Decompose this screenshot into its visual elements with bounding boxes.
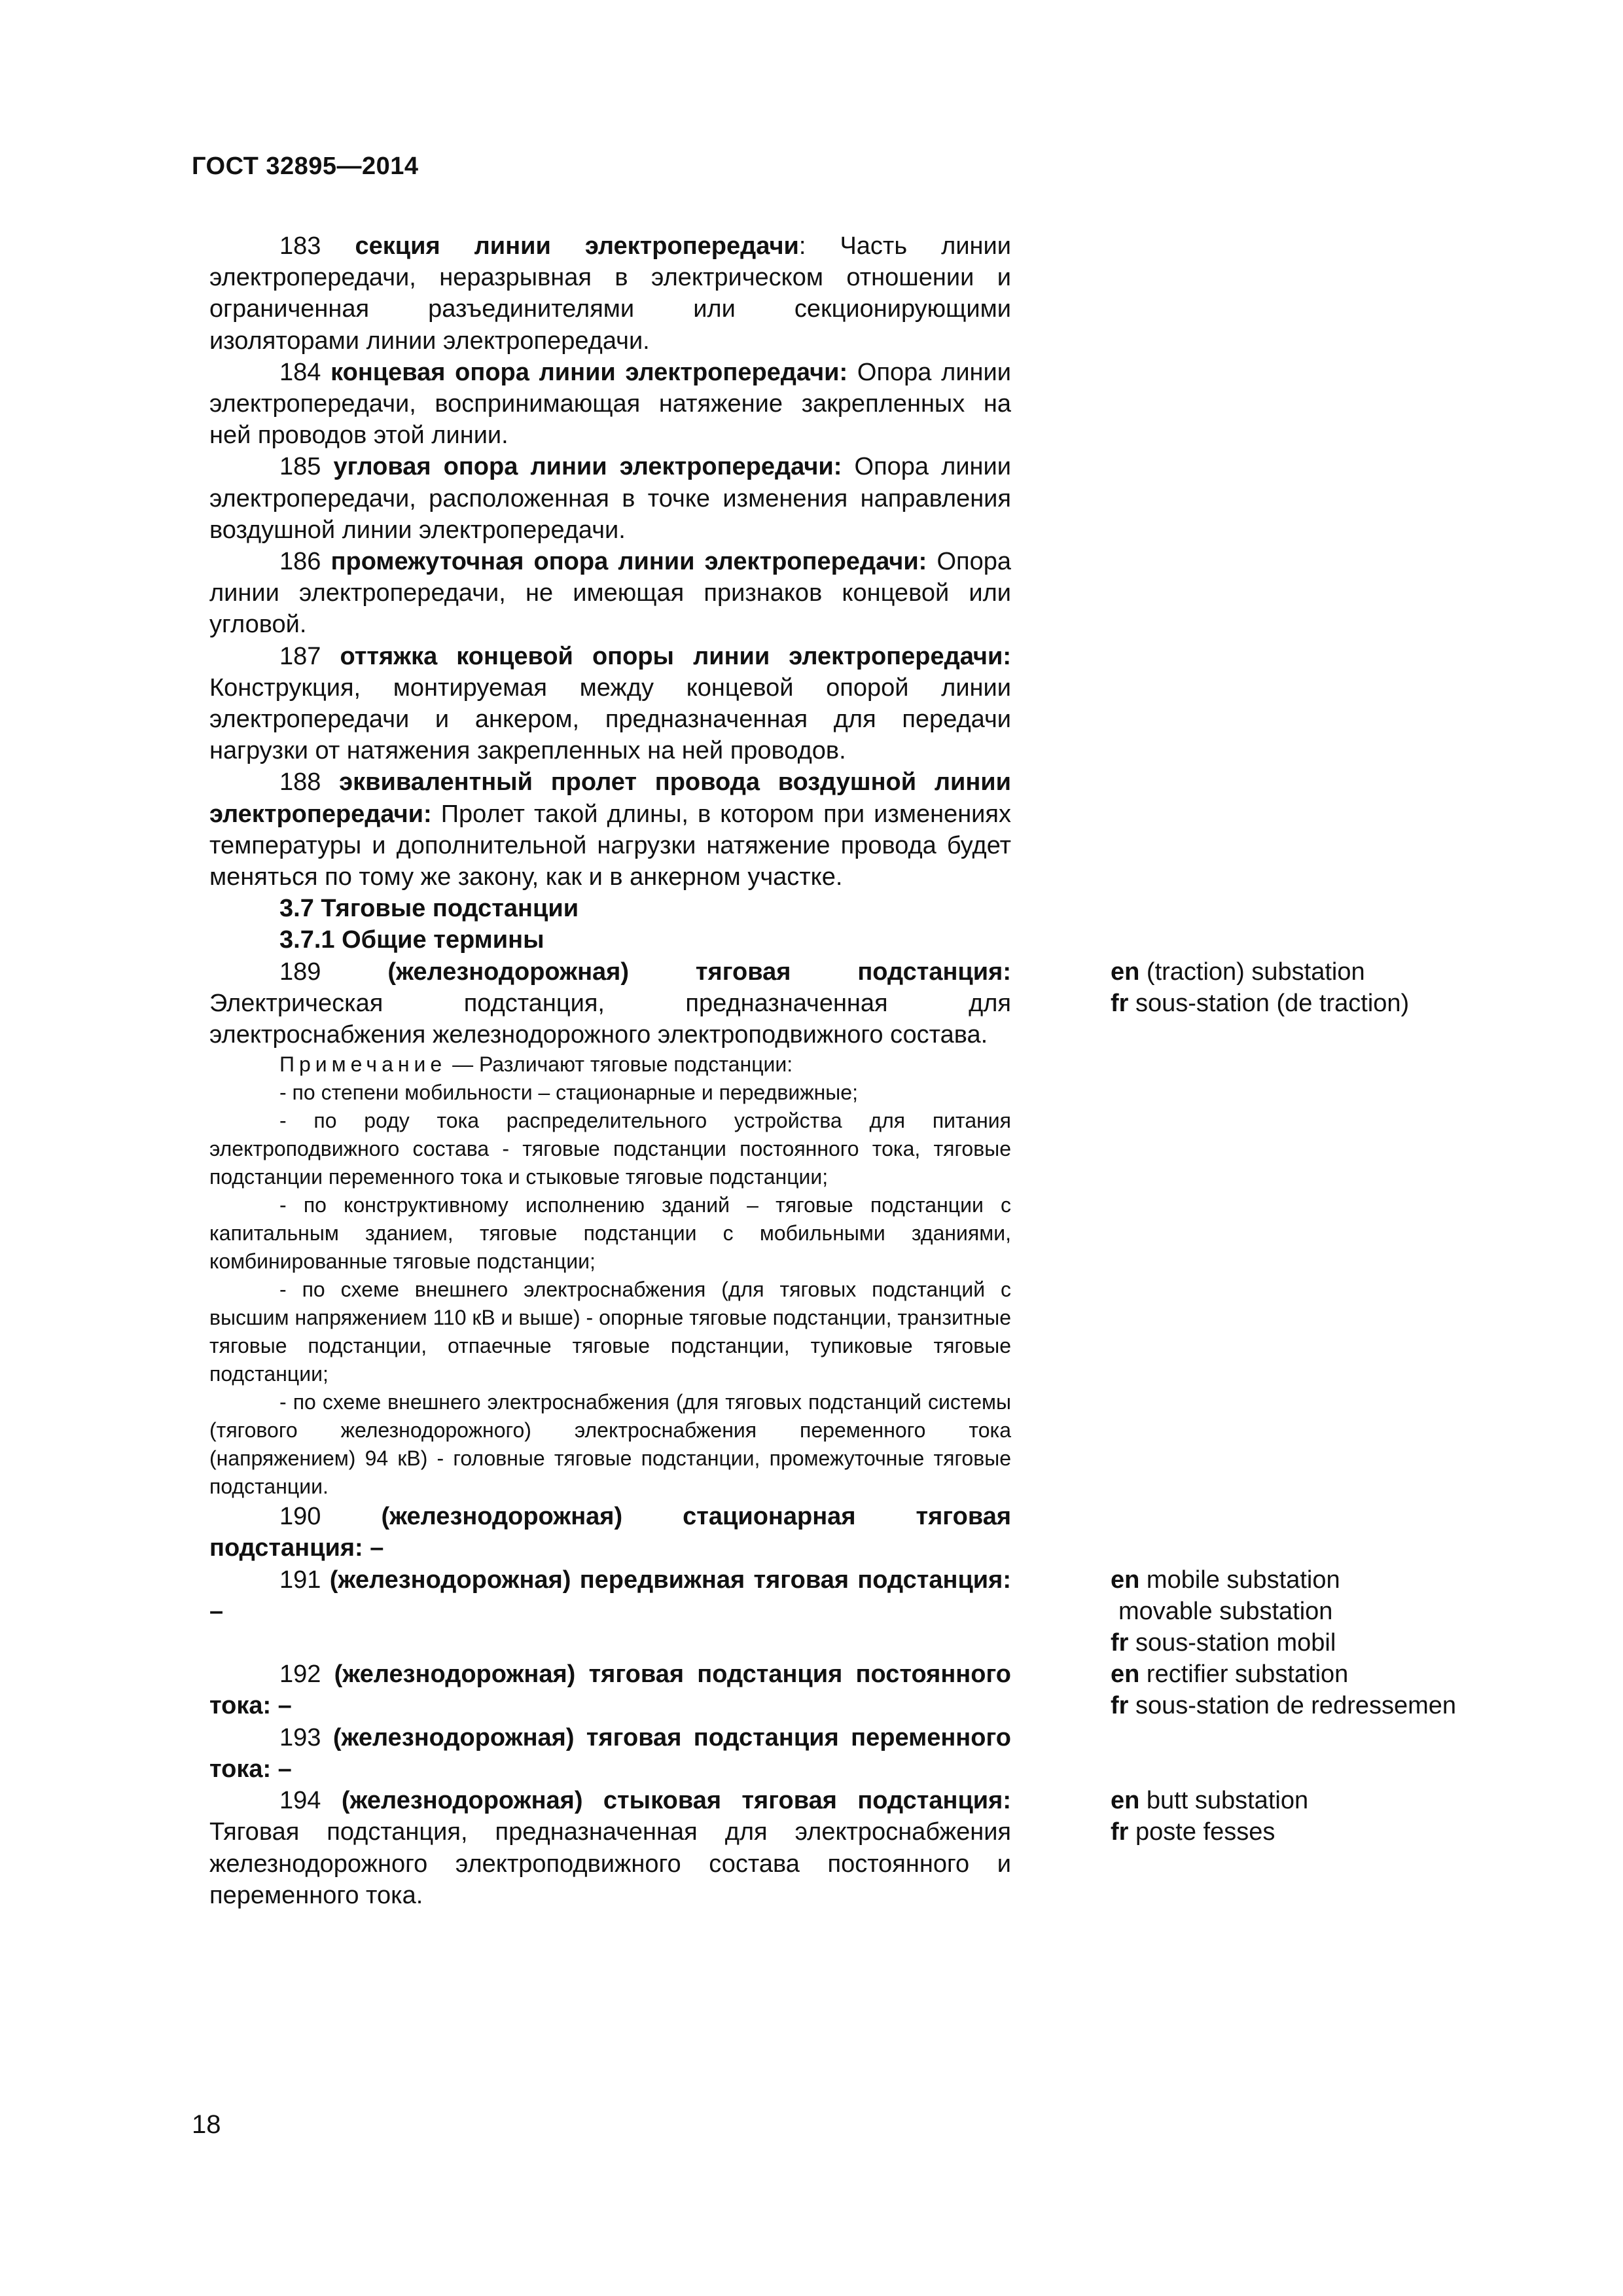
document-header: ГОСТ 32895—2014 (192, 152, 419, 180)
term-entry-190 (209, 1501, 1011, 1564)
term-number: 191 (279, 1566, 330, 1594)
translation-text: sous-station de redressemen (1128, 1692, 1457, 1720)
term-definition: Пролет такой длины, в котором при изменениях температуры и дополнительной нагрузки натяжение провода будет меняться по тому же закону, как и в анкерном участке. (209, 800, 1011, 891)
term-title: оттяжка концевой опоры линии электропередачи: (340, 642, 1011, 670)
translation-fr (1111, 1816, 1516, 1848)
term-definition: Опора линии электропередачи, воспринимающая натяжение закрепленных на ней проводов этой линии. (209, 358, 1011, 450)
translation-fr (1111, 1627, 1516, 1659)
term-entry-193 (209, 1722, 1011, 1785)
note-intro (209, 1050, 1011, 1079)
term-definition: Конструкция, монтируемая между концевой опорой линии электропередачи и анкером, предназначенная для передачи нагрузки от натяжения закрепленных на ней проводов. (209, 673, 1011, 765)
term-separator: : (798, 232, 840, 260)
term-entry-183 (209, 230, 1011, 357)
translation-fr (1111, 988, 1516, 1019)
term-entry-191 (209, 1564, 1011, 1627)
term-title: (железнодорожная) тяговая подстанция: (387, 958, 1011, 986)
lang-code-fr: fr (1111, 1818, 1129, 1846)
lang-code-fr: fr (1111, 989, 1129, 1017)
translation-en-alt: movable substation (1118, 1597, 1333, 1625)
term-title: (железнодорожная) тяговая подстанция переменного тока: – (209, 1723, 1011, 1783)
lang-code-en: en (1111, 1660, 1140, 1689)
translation-text: butt substation (1139, 1787, 1309, 1815)
term-entry-184 (209, 357, 1011, 452)
term-number: 194 (279, 1787, 342, 1815)
term-number: 183 (279, 232, 355, 260)
term-entry-185 (209, 451, 1011, 546)
translation-192 (1111, 1659, 1516, 1721)
translation-194 (1111, 1785, 1516, 1848)
section-heading-3-7-1: 3.7.1 Общие термины (279, 926, 544, 954)
term-entry-194 (209, 1785, 1011, 1911)
term-title: (железнодорожная) передвижная тяговая подстанция: – (209, 1566, 1011, 1625)
term-number: 185 (279, 453, 334, 481)
note-item: - по схеме внешнего электроснабжения (для тяговых подстанций с высшим напряжением 110 кВ и выше) - опорные тяговые подстанции, транзитные тяговые подстанции, отпаечные тяговые подстанции, тупиковые тяговые подстанции; (209, 1278, 1011, 1386)
term-title: концевая опора линии электропередачи: (330, 358, 848, 386)
term-entry-186 (209, 546, 1011, 641)
term-number: 187 (279, 642, 340, 670)
translation-text: sous-station (de traction) (1128, 989, 1410, 1017)
term-title: (железнодорожная) стационарная тяговая подстанция: – (209, 1503, 1011, 1562)
term-definition: Опора линии электропередачи, не имеющая признаков концевой или угловой. (209, 548, 1012, 639)
term-number: 188 (279, 768, 340, 797)
term-entry-187 (209, 641, 1011, 767)
terms-column (209, 230, 1011, 1911)
translation-fr (1111, 1690, 1516, 1721)
translation-191 (1111, 1564, 1516, 1659)
translation-text: sous-station mobil (1128, 1629, 1336, 1657)
translation-en (1111, 1785, 1516, 1816)
term-title: (железнодорожная) стыковая тяговая подстанция: (341, 1787, 1011, 1815)
term-number: 189 (279, 958, 388, 986)
page-number: 18 (192, 2110, 221, 2139)
term-definition: Электрическая подстанция, предназначенная для электроснабжения железнодорожного электроподвижного состава. (209, 989, 1011, 1049)
note-item: - по роду тока распределительного устройства для питания электроподвижного состава - тяговые подстанции постоянного тока, тяговые подстанции переменного тока и стыковые тяговые подстанции; (209, 1109, 1011, 1189)
note-item: - по схеме внешнего электроснабжения (для тяговых подстанций системы (тягового железнодорожного) электроснабжения переменного тока (напряжением) 94 кВ) - головные тяговые подстанции, промежуточные тяговые подстанции. (209, 1390, 1011, 1499)
term-number: 192 (279, 1660, 334, 1689)
translation-en (1111, 1659, 1516, 1690)
term-definition: Тяговая подстанция, предназначенная для электроснабжения железнодорожного электроподвижного состава постоянного и переменного тока. (209, 1818, 1011, 1909)
term-title: (железнодорожная) тяговая подстанция постоянного тока: – (209, 1660, 1011, 1720)
lang-code-en: en (1111, 1566, 1140, 1594)
translation-text: poste fesses (1128, 1818, 1275, 1846)
term-number: 186 (279, 548, 331, 576)
translation-en (1111, 1564, 1516, 1596)
note-label: Примечание (279, 1052, 447, 1077)
lang-code-en: en (1111, 958, 1140, 986)
term-definition: Опора линии электропередачи, расположенная в точке изменения направления воздушной линии электропередачи. (209, 453, 1011, 544)
section-heading-3-7: 3.7 Тяговые подстанции (279, 895, 579, 923)
term-number: 193 (279, 1723, 333, 1751)
translation-text: mobile substation (1139, 1566, 1340, 1594)
lang-code-en: en (1111, 1787, 1140, 1815)
term-title: промежуточная опора линии электропередачи: (330, 548, 927, 576)
note-item: - по конструктивному исполнению зданий – тяговые подстанции с капитальным зданием, тяговые подстанции с мобильными зданиями, комбинированные тяговые подстанции; (209, 1193, 1011, 1274)
spacer (209, 1627, 1011, 1659)
term-definition: Часть линии электропередачи, неразрывная в электрическом отношении и ограниченная разъединителями или секционирующими изоляторами линии электропередачи. (209, 232, 1011, 355)
term-title: секция линии электропередачи (355, 232, 799, 260)
term-entry-189 (209, 956, 1011, 1051)
translation-189 (1111, 956, 1516, 1019)
translation-text: (traction) substation (1139, 958, 1365, 986)
note-item: - по степени мобильности – стационарные и передвижные; (279, 1081, 858, 1105)
note-block (209, 1050, 1011, 1501)
term-entry-192 (209, 1659, 1011, 1721)
lang-code-fr: fr (1111, 1629, 1129, 1657)
term-entry-188 (209, 766, 1011, 893)
term-title: эквивалентный пролет провода воздушной линии электропередачи: (209, 768, 1012, 828)
translation-en (1111, 956, 1516, 988)
term-number: 190 (279, 1503, 382, 1531)
note-intro-text: — Различают тяговые подстанции: (446, 1052, 793, 1077)
lang-code-fr: fr (1111, 1692, 1129, 1720)
translation-text: rectifier substation (1139, 1660, 1349, 1689)
term-number: 184 (279, 358, 331, 386)
term-title: угловая опора линии электропередачи: (333, 453, 842, 481)
